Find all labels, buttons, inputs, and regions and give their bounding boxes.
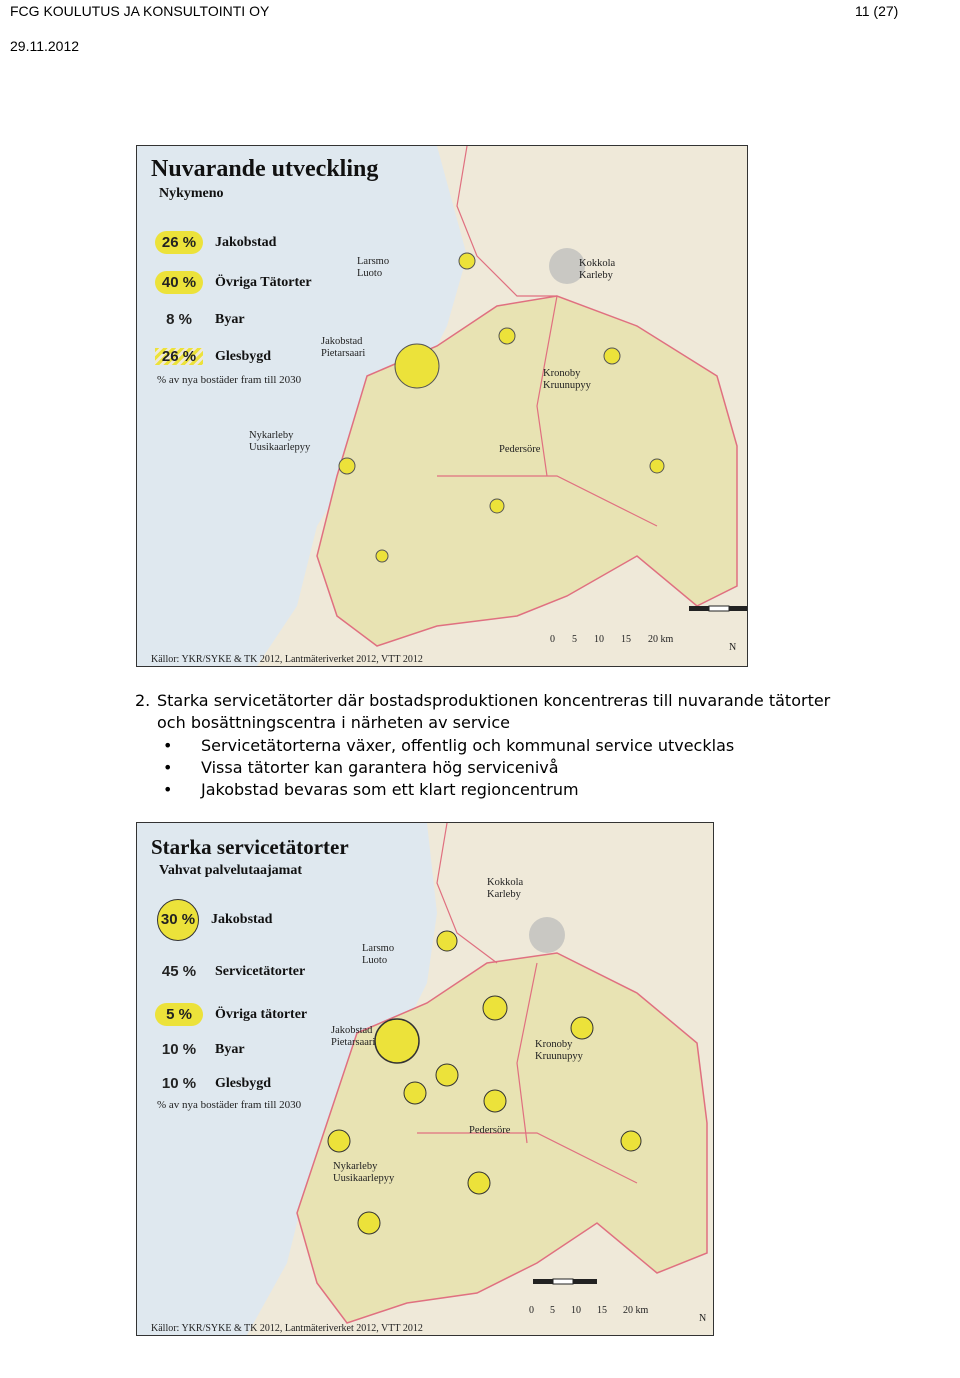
- legend-percent: 10 %: [161, 1075, 197, 1092]
- scale-tick: 20 km: [623, 1305, 649, 1316]
- legend-label: Glesbygd: [215, 1075, 272, 1091]
- scale-tick: 5: [572, 634, 577, 645]
- map1-graphic: [137, 146, 747, 666]
- legend-percent: 45 %: [161, 963, 197, 980]
- map2-legend-ovriga: [155, 1003, 307, 1026]
- map2-subtitle: Vahvat palvelutaajamat: [159, 863, 302, 878]
- scale-tick: 0: [529, 1305, 534, 1316]
- place-nykarleby: Nykarleby Uusikaarlepyy: [249, 430, 311, 453]
- scale-tick: 0: [550, 634, 555, 645]
- place-nykarleby: Nykarleby Uusikaarlepyy: [333, 1161, 395, 1184]
- legend-percent: 30 %: [157, 899, 199, 941]
- map2-legend-byar: [155, 1041, 245, 1058]
- place-kronoby: Kronoby Kruunupyy: [543, 368, 591, 391]
- map2-legend-jakobstad: [157, 899, 272, 941]
- north-arrow-icon: N: [699, 1313, 707, 1324]
- place-pedersore: Pedersöre: [499, 444, 541, 455]
- map-current-development: [136, 145, 748, 667]
- company-name: FCG KOULUTUS JA KONSULTOINTI OY: [10, 3, 270, 19]
- legend-percent: 8 %: [166, 311, 192, 328]
- legend-label: Glesbygd: [215, 348, 272, 364]
- map-strong-service-centres: [136, 822, 714, 1336]
- map2-source: Källor: YKR/SYKE & TK 2012, Lantmäteriverket 2012, VTT 2012: [151, 1323, 423, 1334]
- paragraph-number: 2.: [135, 691, 151, 710]
- map1-subtitle: Nykymeno: [159, 186, 224, 201]
- map1-note: % av nya bostäder fram till 2030: [157, 374, 302, 386]
- map1-legend-ovriga: [155, 271, 312, 294]
- legend-label: Byar: [215, 1041, 245, 1057]
- map2-scale: [529, 1305, 669, 1316]
- place-kronoby: Kronoby Kruunupyy: [535, 1039, 583, 1062]
- scale-tick: 10: [594, 634, 604, 645]
- document-date: 29.11.2012: [10, 38, 80, 54]
- paragraph-line-1: Starka servicetätorter där bostadsproduktionen koncentreras till nuvarande tätorter: [157, 691, 831, 710]
- map1-legend-byar: [155, 311, 245, 328]
- scale-tick: 20 km: [648, 634, 674, 645]
- legend-label: Jakobstad: [211, 912, 273, 927]
- legend-percent: 10 %: [161, 1041, 197, 1058]
- map1-scale: [550, 634, 710, 645]
- legend-label: Jakobstad: [215, 234, 277, 250]
- place-jakobstad: Jakobstad Pietarsaari: [331, 1025, 376, 1048]
- legend-percent: 40 %: [155, 271, 203, 294]
- place-larsmo: Larsmo Luoto: [357, 256, 390, 279]
- place-pedersore: Pedersöre: [469, 1125, 511, 1136]
- legend-percent: 26 %: [155, 231, 203, 254]
- map2-legend-glesbygd: [155, 1075, 271, 1092]
- legend-label: Byar: [215, 311, 245, 327]
- scale-tick: 15: [621, 634, 631, 645]
- map2-legend-servicetatorter: [155, 963, 305, 980]
- place-kokkola: Kokkola Karleby: [487, 877, 524, 900]
- place-kokkola: Kokkola Karleby: [579, 258, 616, 281]
- legend-label: Servicetätorter: [215, 963, 306, 979]
- legend-percent: 5 %: [155, 1003, 203, 1026]
- map2-note: % av nya bostäder fram till 2030: [157, 1099, 302, 1111]
- map2-title: Starka servicetätorter: [151, 835, 349, 859]
- paragraph-line-2: och bosättningscentra i närheten av service: [157, 713, 510, 732]
- map1-title: Nuvarande utveckling: [151, 156, 379, 182]
- north-arrow-icon: N: [729, 642, 737, 653]
- legend-percent: 26 %: [155, 348, 203, 365]
- list-item: • Jakobstad bevaras som ett klart regioncentrum: [163, 779, 734, 801]
- list-item: • Servicetätorterna växer, offentlig och kommunal service utvecklas: [163, 735, 734, 757]
- scale-tick: 5: [550, 1305, 555, 1316]
- legend-label: Övriga tätorter: [215, 1006, 308, 1022]
- place-jakobstad: Jakobstad Pietarsaari: [321, 336, 366, 359]
- bullet-list: [163, 735, 734, 801]
- list-item: • Vissa tätorter kan garantera hög servicenivå: [163, 757, 734, 779]
- legend-label: Övriga Tätorter: [215, 274, 312, 290]
- place-larsmo: Larsmo Luoto: [362, 943, 395, 966]
- map1-source: Källor: YKR/SYKE & TK 2012, Lantmäteriverket 2012, VTT 2012: [151, 654, 423, 665]
- map1-legend-glesbygd: [155, 348, 271, 365]
- scale-tick: 15: [597, 1305, 607, 1316]
- scale-tick: 10: [571, 1305, 581, 1316]
- page-number: 11 (27): [855, 3, 899, 19]
- map1-legend-jakobstad: [155, 231, 276, 254]
